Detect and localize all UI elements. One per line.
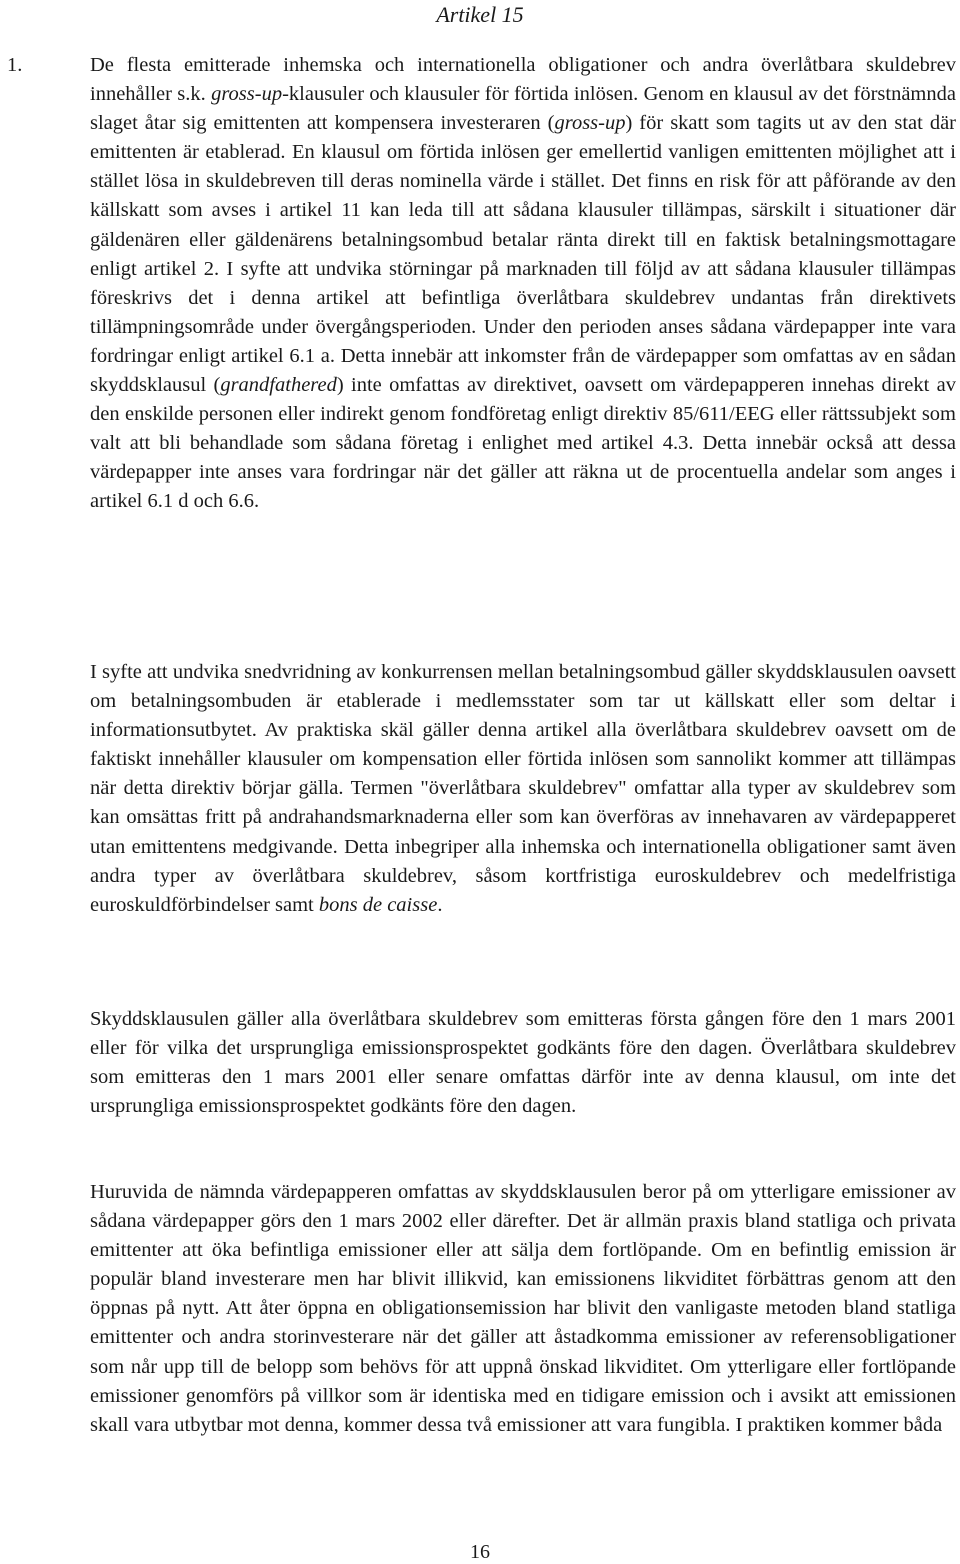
text-run: I syfte att undvika snedvridning av konkurrensen mellan betalningsombud gäller skyddsklausulen oavsett om betalningsombuden är etablerade i medlemsstater som tar ut källskatt eller som deltar i informationsutbytet. Av praktiska skäl gäller denna artikel alla överlåtbara skuldebrev oavsett om de faktiskt innehåller klausuler om kompensation eller förtida inlösen som sannolikt kommer att tillämpas när detta direktiv börjar gälla. Termen "överlåtbara skuldebrev" omfattar alla typer av skuldebrev som kan omsättas fritt på andrahandsmarknaderna eller som kan överföras av innehavaren av värdepapperet utan emittentens medgivande. Detta inbegriper alla inhemska och internationella obligationer samt även andra typer av överlåtbara skuldebrev, såsom kortfristiga euroskuldebrev och medelfristiga euroskuldförbindelser samt [90,661,956,916]
italic-text: grandfathered [220,374,337,397]
page-number: 16 [470,1541,490,1563]
italic-text: gross-up [554,112,626,135]
italic-text: gross-up [211,83,283,106]
text-run: De flesta emitterade inhemska och internationella obligationer och andra överlåtbara skuldebrev innehåller s.k. [90,54,956,106]
text-run: Huruvida de nämnda värdepapperen omfattas av skyddsklausulen beror på om ytterligare emissioner av sådana värdepapper görs den 1 mars 2002 eller därefter. Det är allmän praxis bland statliga och privata emittenter att öka befintliga emissioner eller att sälja dem fortlöpande. Om en befintlig emission är populär bland investerare men har blivit illikvid, kan emissionens likviditet förbättras genom att den öppnas på nytt. Att åter öppna en obligationsemission har blivit den vanligaste metoden bland statliga emittenter och andra storinvesterare när det gäller att åstadkomma emissioner av referensobligationer som når upp till de belopp som behövs för att uppnå önskad likviditet. Om ytterligare eller fortlöpande emissioner genomförs på villkor som är identiska med en tidigare emission och i avsikt att emissionen skall vara utbytbar mot denna, kommer dessa två emissioner att vara fungibla. I praktiken kommer båda [90,1181,956,1436]
paragraph-3 [90,1005,956,1121]
text-run: ) för skatt som tagits ut av den stat där emittenten är etablerad. En klausul om förtida inlösen ger emellertid vanligen emittenten möjlighet att i stället lösa in skuldebreven till deras nominella värde i stället. Det finns en risk för att påförande av den källskatt som avses i artikel 11 kan leda till att sådana klausuler tillämpas, särskilt i situationer där gäldenären eller gäldenärens betalningsombud betalar ränta direkt till en faktisk betalningsmottagare enligt artikel 2. I syfte att undvika störningar på marknaden till följd av att sådana klausuler tillämpas föreskrivs det i denna artikel att befintliga överlåtbara skuldebrev undantas från direktivets tillämpningsområde under övergångsperioden. Under den perioden anses sådana värdepapper inte vara fordringar enligt artikel 6.1 a. Detta innebär att inkomster från de värdepapper som omfattas av en sådan skyddsklausul ( [90,112,957,397]
text-run: . [437,893,443,916]
paragraph-4 [90,1178,956,1440]
text-run: -klausuler och klausuler för förtida inlösen. Genom en klausul av det förstnämnda slaget åtar sig emittenten att kompensera investeraren ( [90,83,956,135]
list-number: 1. [7,54,23,76]
article-title: Artikel 15 [436,2,524,27]
paragraph-1 [90,51,956,517]
paragraph-2 [90,658,956,920]
text-run: ) inte omfattas av direktivet, oavsett om värdepapperen innehas direkt av den enskilde personen eller indirekt genom fondföretag enligt direktiv 85/611/EEG eller rättssubjekt som valt att bli behandlade som sådana företag i enlighet med artikel 4.3. Detta innebär också att dessa värdepapper inte anses vara fordringar när det gäller att räkna ut de procentuella andelar som anges i artikel 6.1 d och 6.6. [90,374,956,513]
text-run: Skyddsklausulen gäller alla överlåtbara skuldebrev som emitteras första gången före den 1 mars 2001 eller för vilka det ursprungliga emissionsprospektet godkänts före den dagen. Överlåtbara skuldebrev som emitteras den 1 mars 2001 eller senare omfattas därför inte av denna klausul, om inte det ursprungliga emissionsprospektet godkänts före den dagen. [90,1008,956,1118]
italic-text: bons de caisse [318,893,438,916]
